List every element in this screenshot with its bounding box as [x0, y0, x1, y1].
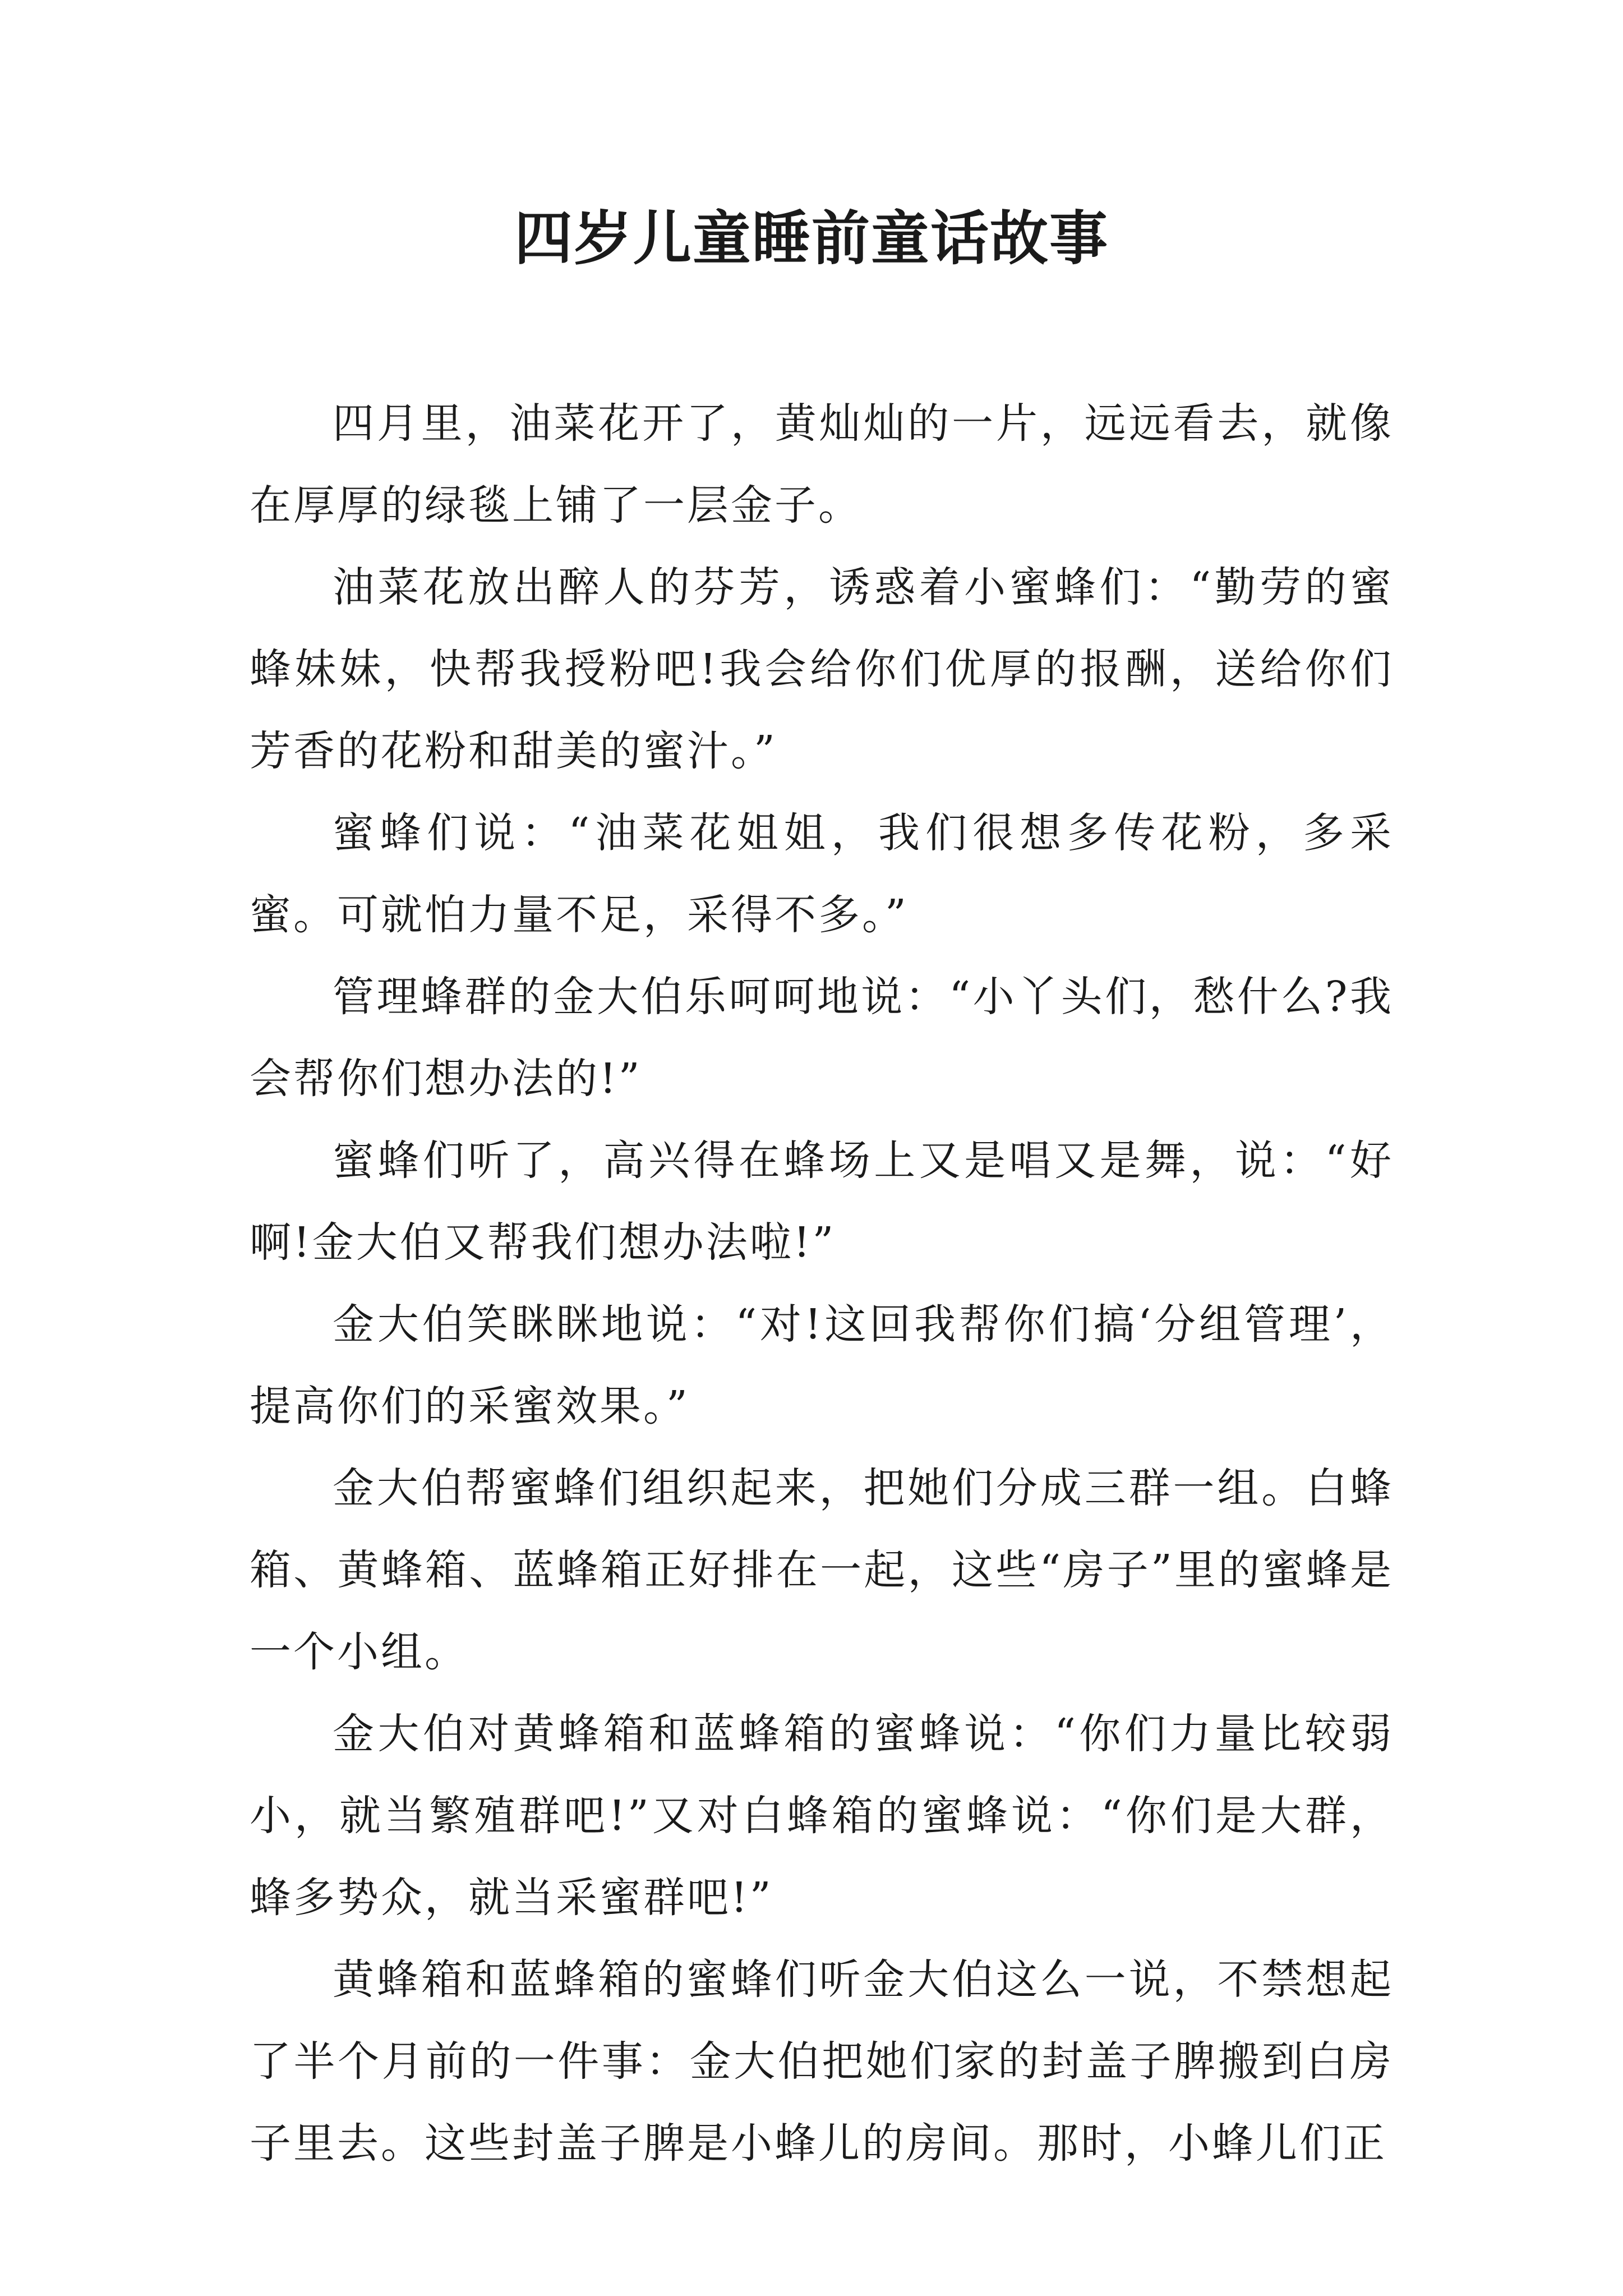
- paragraph: 蜜蜂们说：“油菜花姐姐，我们很想多传花粉，多采蜜。可就怕力量不足，采得不多。”: [250, 809, 1394, 939]
- paragraph: 金大伯帮蜜蜂们组织起来，把她们分成三群一组。白蜂箱、黄蜂箱、蓝蜂箱正好排在一起，这些“房子”里的蜜蜂是一个小组。: [250, 1464, 1394, 1676]
- document-title: 四岁儿童睡前童话故事: [514, 204, 1109, 273]
- paragraph: 管理蜂群的金大伯乐呵呵地说：“小丫头们，愁什么?我会帮你们想办法的!”: [250, 973, 1394, 1103]
- paragraph: 四月里，油菜花开了，黄灿灿的一片，远远看去，就像在厚厚的绿毯上铺了一层金子。: [250, 399, 1394, 530]
- paragraph: 油菜花放出醉人的芬芳，诱惑着小蜜蜂们：“勤劳的蜜蜂妹妹，快帮我授粉吧!我会给你们优厚的报酬，送给你们芳香的花粉和甜美的蜜汁。”: [250, 563, 1394, 775]
- paragraph: 蜜蜂们听了，高兴得在蜂场上又是唱又是舞，说：“好啊!金大伯又帮我们想办法啦!”: [250, 1137, 1394, 1267]
- paragraph: 金大伯笑眯眯地说：“对!这回我帮你们搞‘分组管理’，提高你们的采蜜效果。”: [250, 1300, 1394, 1430]
- paragraph: 黄蜂箱和蓝蜂箱的蜜蜂们听金大伯这么一说，不禁想起了半个月前的一件事：金大伯把她们家的封盖子脾搬到白房子里去。这些封盖子脾是小蜂儿的房间。那时，小蜂儿们正: [250, 1955, 1394, 2168]
- paragraph: 金大伯对黄蜂箱和蓝蜂箱的蜜蜂说：“你们力量比较弱小，就当繁殖群吧!”又对白蜂箱的蜜蜂说：“你们是大群，蜂多势众，就当采蜜群吧!”: [250, 1710, 1394, 1922]
- document-body: [250, 383, 1394, 2184]
